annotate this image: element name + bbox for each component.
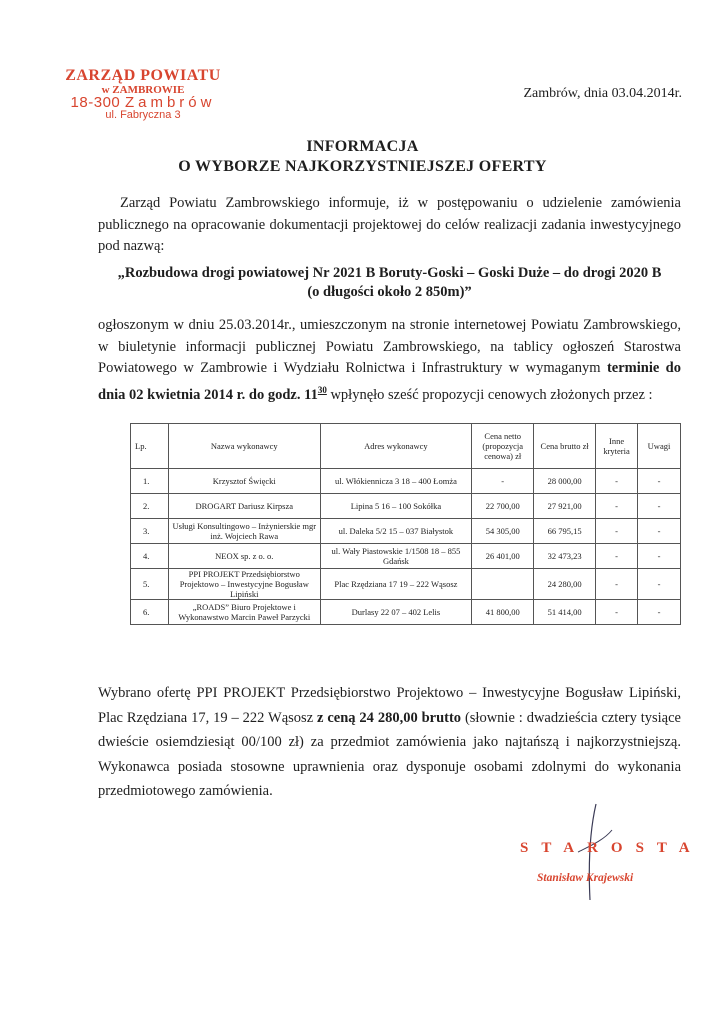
header-lp: Lp.: [131, 424, 169, 469]
document-title: INFORMACJA: [306, 138, 419, 155]
header-address: Adres wykonawcy: [320, 424, 472, 469]
cell-net-price: -: [472, 469, 534, 494]
cell-net-price: [472, 569, 534, 600]
cell-remarks: -: [638, 544, 681, 569]
cell-remarks: -: [638, 494, 681, 519]
document-date: Zambrów, dnia 03.04.2014r.: [523, 86, 682, 101]
header-name: Nazwa wykonawcy: [168, 424, 320, 469]
cell-other-criteria: -: [596, 494, 638, 519]
cell-net-price: 22 700,00: [472, 494, 534, 519]
header-gross-price: Cena brutto zł: [534, 424, 596, 469]
table-row: [131, 600, 681, 625]
cell-other-criteria: -: [596, 544, 638, 569]
stamp-line-4: ul. Fabryczna 3: [105, 109, 181, 121]
document-subtitle: O WYBORZE NAJKORZYSTNIEJSZEJ OFERTY: [178, 158, 547, 175]
cell-name: NEOX sp. z o. o.: [168, 544, 320, 569]
cell-name: Usługi Konsultingowo – Inżynierskie mgr inż. Wojciech Rawa: [168, 519, 320, 544]
stamp-city: Zambrów: [124, 94, 216, 111]
stamp-line-2: w ZAMBROWIE: [101, 84, 185, 96]
cell-lp: 2.: [131, 494, 169, 519]
header-remarks: Uwagi: [638, 424, 681, 469]
cell-lp: 3.: [131, 519, 169, 544]
cell-gross-price-winning: 24 280,00: [534, 569, 596, 600]
subject-line-1: „Rozbudowa drogi powiatowej Nr 2021 B Boruty-Goski – Goski Duże – do drogi 2020 B: [117, 265, 662, 281]
cell-lp: 5.: [131, 569, 169, 600]
announcement-paragraph: [98, 315, 681, 406]
cell-gross-price: 66 795,15: [534, 519, 596, 544]
cell-other-criteria: -: [596, 469, 638, 494]
table-row: [131, 519, 681, 544]
result-paragraph: [98, 681, 681, 804]
cell-address: Lipina 5 16 – 100 Sokółka: [320, 494, 472, 519]
cell-net-price: 54 305,00: [472, 519, 534, 544]
cell-net-price: 41 800,00: [472, 600, 534, 625]
cell-remarks: -: [638, 600, 681, 625]
result-text: Wybrano ofertę PPI PROJEKT Przedsiębiorstwo Projektowo – Inwestycyjne Bogusław Lipiński, Plac Rzędziana 17, 19 – 222 Wąsosz: [98, 685, 681, 726]
cell-lp: 6.: [131, 600, 169, 625]
cell-remarks: -: [638, 469, 681, 494]
cell-name: DROGART Dariusz Kirpsza: [168, 494, 320, 519]
intro-paragraph: Zarząd Powiatu Zambrowskiego informuje, iż w postępowaniu o udzielenie zamówienia publicznego na opracowanie dokumentacji projektowej do celów realizacji zadania inwestycyjnego pod nazwą:: [98, 195, 681, 254]
project-subject: [98, 264, 681, 302]
table-row: [131, 494, 681, 519]
table-row: [131, 569, 681, 600]
announcement-text-end: wpłynęło sześć propozycji cenowych złożonych przez :: [330, 386, 653, 403]
stamp-line-3: [48, 95, 238, 110]
cell-address: ul. Wały Piastowskie 1/1508 18 – 855 Gdańsk: [320, 544, 472, 569]
cell-address: Plac Rzędziana 17 19 – 222 Wąsosz: [320, 569, 472, 600]
cell-address: ul. Włókiennicza 3 18 – 400 Łomża: [320, 469, 472, 494]
cell-name: „ROADS” Biuro Projektowe i Wykonawstwo Marcin Paweł Parzycki: [168, 600, 320, 625]
cell-gross-price: 27 921,00: [534, 494, 596, 519]
cell-other-criteria: -: [596, 600, 638, 625]
deadline-minutes: 30: [317, 384, 327, 395]
cell-gross-price: 32 473,23: [534, 544, 596, 569]
cell-address: ul. Daleka 5/2 15 – 037 Białystok: [320, 519, 472, 544]
cell-net-price: 26 401,00: [472, 544, 534, 569]
subject-line-2: (o długości około 2 850m)”: [307, 284, 472, 300]
announcement-text: ogłoszonym w dniu 25.03.2014r., umieszczonym na stronie internetowej Powiatu Zambrowskiego, w biuletynie informacji publicznej Powiatu Zambrowskiego, na tablicy ogłoszeń Starostwa Powiatowego w Zambrowie i Wydziału Rolnictwa i Infrastruktury w wymaganym: [98, 317, 681, 376]
signature-name: Stanisław Krajewski: [537, 872, 634, 884]
office-stamp: [48, 68, 238, 121]
cell-name: Krzysztof Święcki: [168, 469, 320, 494]
header-other-criteria: Inne kryteria: [596, 424, 638, 469]
table-row: [131, 544, 681, 569]
cell-remarks: -: [638, 519, 681, 544]
header-net-price: Cena netto (propozycja cenowa) zł: [472, 424, 534, 469]
cell-gross-price: 28 000,00: [534, 469, 596, 494]
deadline-text: terminie do dnia 02 kwietnia 2014 r. do godz. 11: [98, 360, 681, 403]
signature-title: STAROSTA: [520, 840, 703, 856]
offers-table: [130, 423, 681, 625]
cell-name: PPI PROJEKT Przedsiębiorstwo Projektowo – Inwestycyjne Bogusław Lipiński: [168, 569, 320, 600]
stamp-postal-code: 18-300: [70, 94, 121, 111]
cell-remarks: -: [638, 569, 681, 600]
stamp-line-1: ZARZĄD POWIATU: [65, 67, 221, 84]
result-text-end: (słownie : dwadzieścia cztery tysiące dwieście osiemdziesiąt 00/100 zł) za przedmiot zamówienia jako najtańszą i najkorzystniejszą. Wykonawca posiada stosowne uprawnienia oraz dysponuje osobami zdolnymi do wykonania przedmiotowego zamówienia.: [98, 709, 681, 799]
cell-other-criteria: -: [596, 519, 638, 544]
winning-price: z ceną 24 280,00 brutto: [317, 709, 462, 726]
cell-lp: 1.: [131, 469, 169, 494]
cell-gross-price: 51 414,00: [534, 600, 596, 625]
table-row: [131, 469, 681, 494]
cell-other-criteria: -: [596, 569, 638, 600]
table-header-row: [131, 424, 681, 469]
cell-address: Durlasy 22 07 – 402 Lelis: [320, 600, 472, 625]
cell-lp: 4.: [131, 544, 169, 569]
